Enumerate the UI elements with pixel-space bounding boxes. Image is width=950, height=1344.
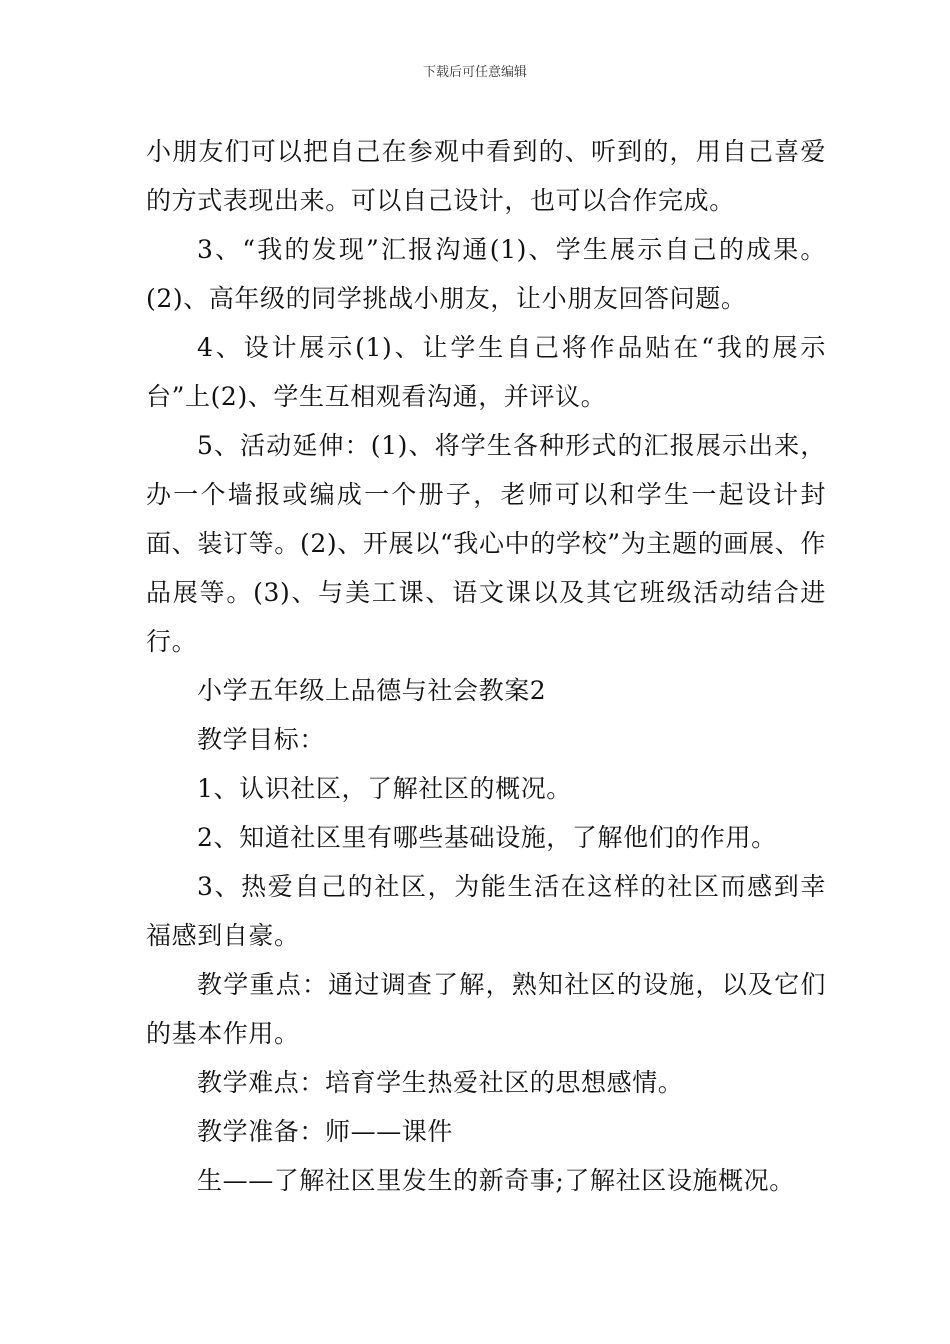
paragraph-4: 5、活动延伸：(1)、将学生各种形式的汇报展示出来，办一个墙报或编成一个册子，老师可以和学生一起设计封面、装订等。(2)、开展以“我心中的学校”为主题的画展、作品展等。(3)、与美工课、语文课以及其它班级活动结合进行。 <box>146 431 826 656</box>
goal-item-2: 2、知道社区里有哪些基础设施，了解他们的作用。 <box>197 823 777 852</box>
section-title: 小学五年级上品德与社会教案2 <box>197 676 547 705</box>
goal-item-3: 3、热爱自己的社区，为能生活在这样的社区而感到幸福感到自豪。 <box>146 872 826 950</box>
teaching-preparation-student: 生——了解社区里发生的新奇事;了解社区设施概况。 <box>197 1166 795 1195</box>
page-header-watermark: 下载后可任意编辑 <box>422 65 527 80</box>
goal-item-1: 1、认识社区，了解社区的概况。 <box>197 774 572 803</box>
document-body <box>146 127 826 1205</box>
teaching-focus: 教学重点：通过调查了解，熟知社区的设施，以及它们的基本作用。 <box>146 970 826 1048</box>
teaching-goals-heading: 教学目标： <box>197 725 326 754</box>
paragraph-1: 小朋友们可以把自己在参观中看到的、听到的，用自己喜爱的方式表现出来。可以自己设计，也可以合作完成。 <box>146 137 826 215</box>
teaching-difficulty: 教学难点：培育学生热爱社区的思想感情。 <box>197 1068 684 1097</box>
paragraph-2: 3、“我的发现”汇报沟通(1)、学生展示自己的成果。(2)、高年级的同学挑战小朋友，让小朋友回答问题。 <box>146 235 826 313</box>
paragraph-3: 4、设计展示(1)、让学生自己将作品贴在“我的展示台”上(2)、学生互相观看沟通，并评议。 <box>146 333 826 411</box>
teaching-preparation-teacher: 教学准备：师——课件 <box>197 1117 454 1146</box>
